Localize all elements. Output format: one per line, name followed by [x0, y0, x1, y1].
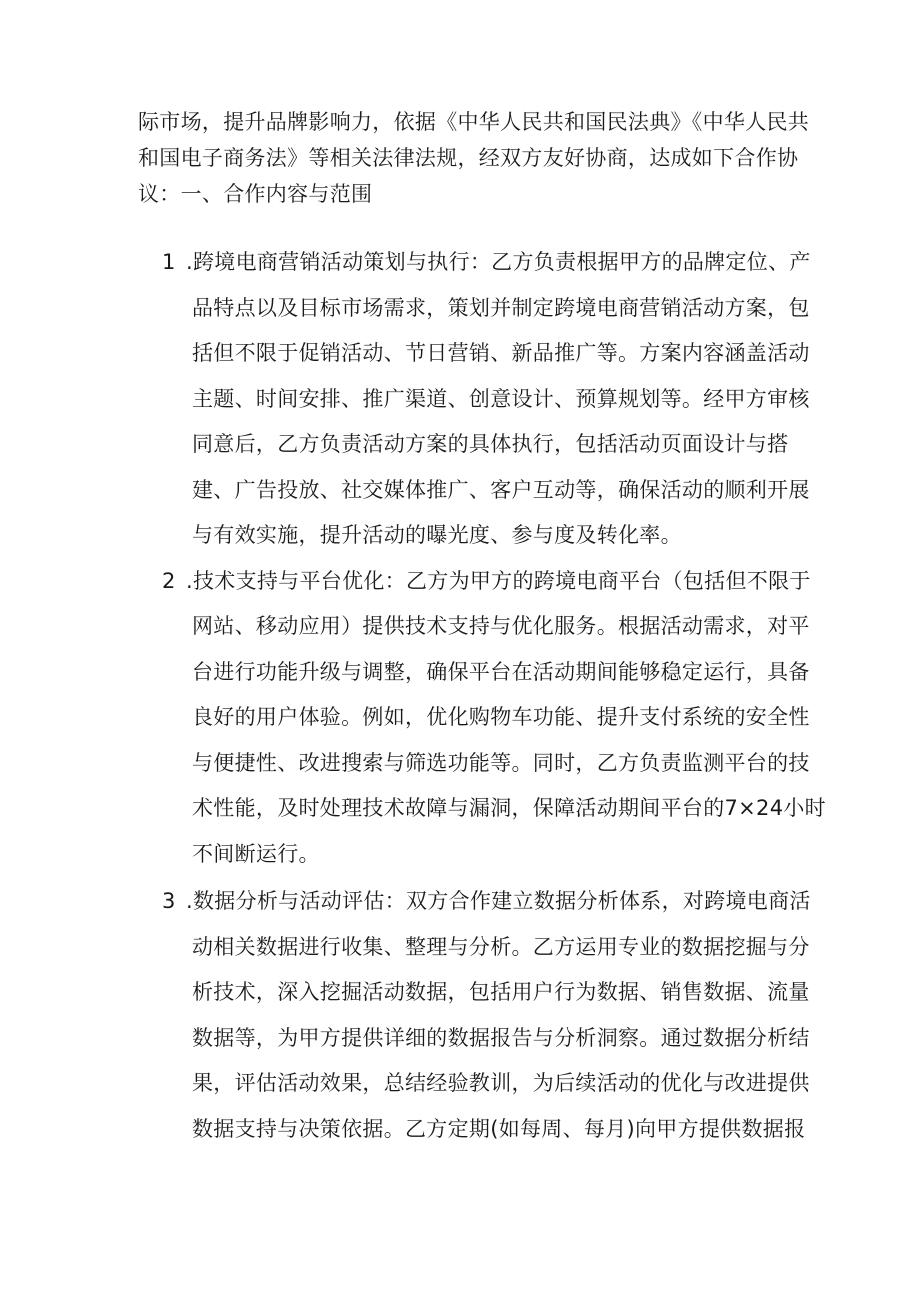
- clause-line: 术性能，及时处理技术故障与漏洞，保障活动期间平台的7×24小时: [192, 796, 826, 820]
- clause-body: [186, 559, 826, 878]
- clause-line: .技术支持与平台优化：乙方为甲方的跨境电商平台（包括但不限于: [186, 568, 811, 593]
- clause-line: .数据分析与活动评估：双方合作建立数据分析体系，对跨境电商活: [186, 889, 811, 913]
- clause-line: 网站、移动应用）提供技术支持与优化服务。根据活动需求，对平: [192, 614, 810, 638]
- clause-line: 果，评估活动效果，总结经验教训，为后续活动的优化与改进提供: [192, 1071, 810, 1095]
- clause-line: 建、广告投放、社交媒体推广、客户互动等，确保活动的顺利开展: [192, 477, 810, 502]
- clause-line: .跨境电商营销活动策划与执行：乙方负责根据甲方的品牌定位、产: [186, 250, 811, 274]
- clause-item-3: [162, 879, 811, 1152]
- clause-list: [162, 240, 826, 1156]
- clause-line: 析技术，深入挖掘活动数据，包括用户行为数据、销售数据、流量: [192, 980, 810, 1004]
- intro-paragraph: [138, 104, 810, 212]
- clause-line: 良好的用户体验。例如，优化购物车功能、提升支付系统的安全性: [192, 705, 810, 729]
- clause-number: 1: [162, 250, 176, 274]
- clause-line: 不间断运行。: [192, 841, 320, 866]
- clause-line: 台进行功能升级与调整，确保平台在活动期间能够稳定运行，具备: [192, 659, 810, 684]
- intro-line: 和国电子商务法》等相关法律法规，经双方友好协商，达成如下合作协: [138, 146, 799, 170]
- clause-body: [186, 879, 811, 1152]
- clause-line: 动相关数据进行收集、整理与分析。乙方运用专业的数据挖掘与分: [192, 934, 810, 959]
- clause-item-2: [162, 559, 826, 878]
- clause-number: 2: [162, 568, 176, 593]
- clause-line: 主题、时间安排、推广渠道、创意设计、预算规划等。经甲方审核: [192, 386, 810, 411]
- intro-line: 际市场，提升品牌影响力，依据《中华人民共和国民法典》《中华人民共: [138, 110, 810, 134]
- clause-line: 与有效实施，提升活动的曝光度、参与度及转化率。: [192, 523, 682, 547]
- clause-item-1: [162, 240, 811, 559]
- clause-line: 与便捷性、改进搜索与筛选功能等。同时，乙方负责监测平台的技: [192, 750, 810, 775]
- clause-line: 品特点以及目标市场需求，策划并制定跨境电商营销活动方案，包: [192, 295, 810, 320]
- clause-line: 数据支持与决策依据。乙方定期(如每周、每月)向甲方提供数据报: [192, 1116, 806, 1141]
- clause-line: 同意后，乙方负责活动方案的具体执行，包括活动页面设计与搭: [192, 432, 789, 456]
- clause-line: 括但不限于促销活动、节日营销、新品推广等。方案内容涵盖活动: [192, 341, 810, 365]
- clause-line: 数据等，为甲方提供详细的数据报告与分析洞察。通过数据分析结: [192, 1025, 810, 1050]
- intro-line: 议：一、合作内容与范围: [138, 182, 373, 206]
- clause-number: 3: [162, 889, 176, 913]
- clause-body: [186, 240, 811, 559]
